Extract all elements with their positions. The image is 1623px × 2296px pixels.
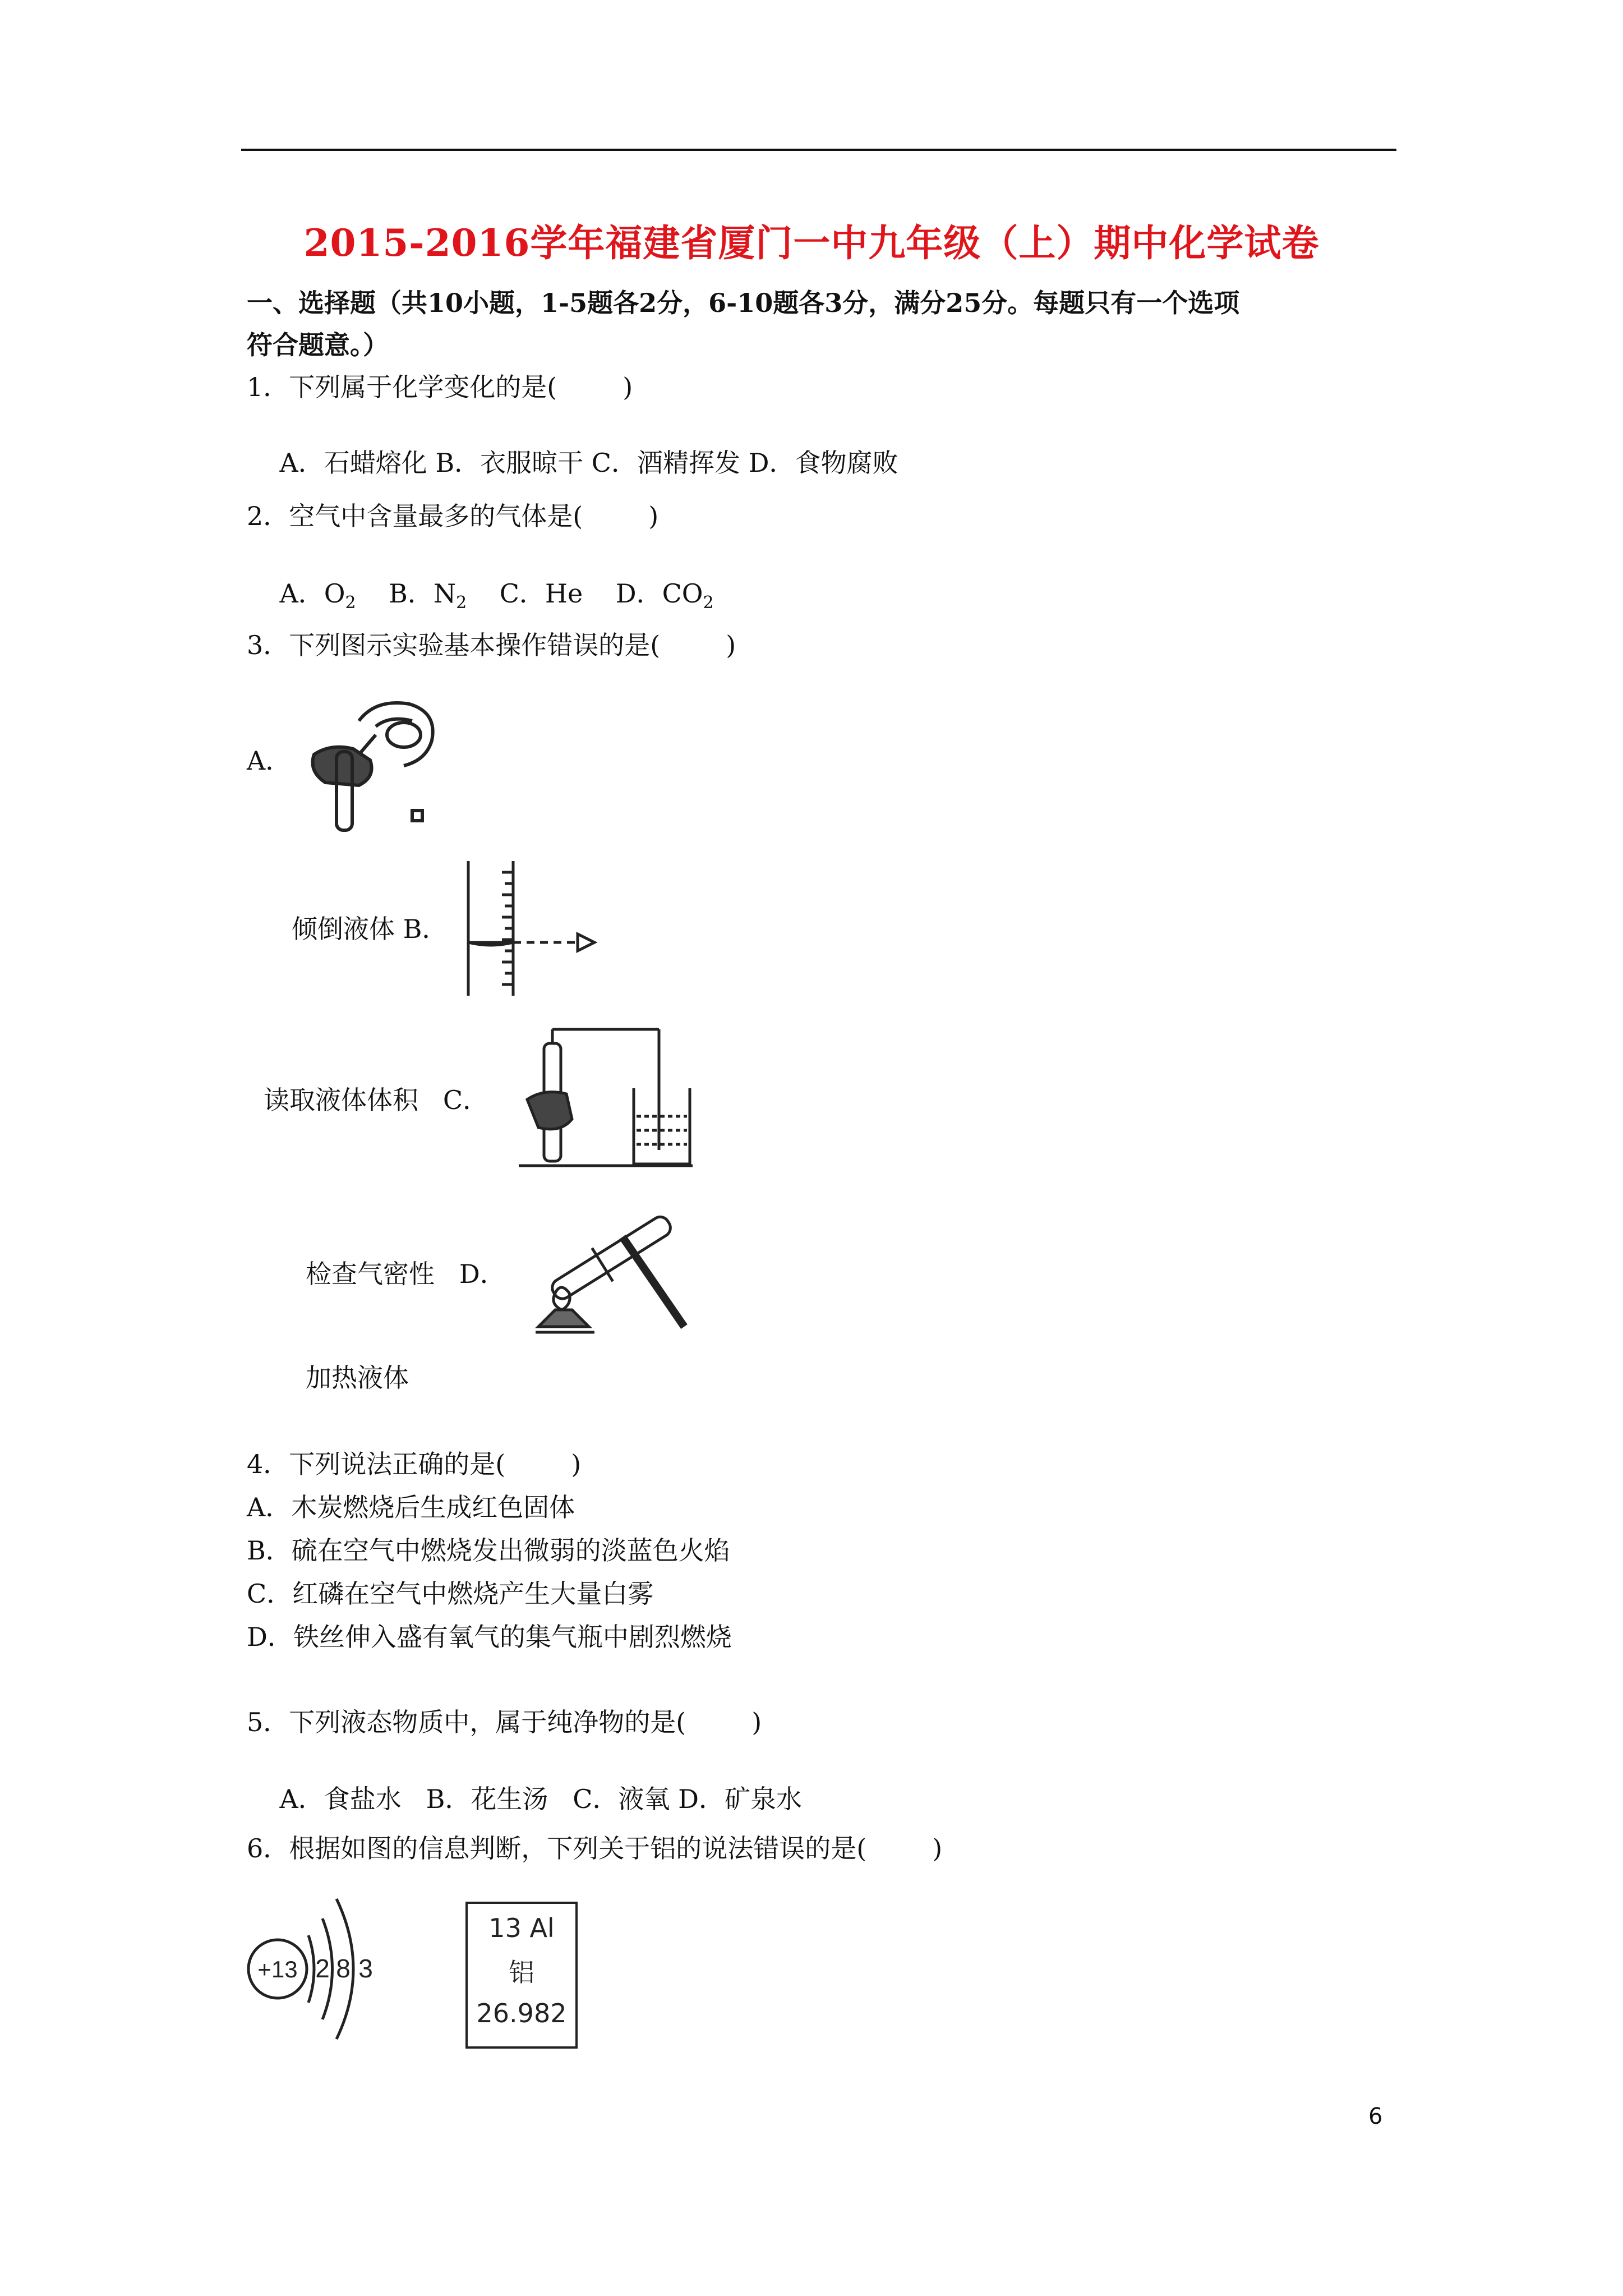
shell-1-electrons: 2 — [315, 1954, 330, 1983]
q2-option-d: D．$CO_2$ — [615, 578, 714, 613]
q3-option-a-caption: 倾倒液体 B． — [292, 914, 448, 944]
section-heading-cont: 符合题意。） — [247, 330, 389, 360]
q1-stem: 1．下列属于化学变化的是( ) — [247, 372, 633, 402]
q5-option-a: A．食盐水 — [279, 1784, 402, 1814]
q4-option-b: B．硫在空气中燃烧发出微弱的淡蓝色火焰 — [247, 1535, 730, 1566]
airtight-check-figure — [516, 1021, 695, 1172]
q4-option-c: C．红磷在空气中燃烧产生大量白雾 — [247, 1579, 654, 1609]
q6-stem: 6．根据如图的信息判断，下列关于铝的说法错误的是( ) — [247, 1833, 943, 1864]
element-name: 铝 — [509, 1957, 534, 1987]
element-mass: 26.982 — [476, 1998, 567, 2028]
element-number-symbol: 13 Al — [488, 1913, 555, 1943]
q3-option-b-caption: 读取液体体积 C． — [264, 1085, 489, 1115]
page-number: 6 — [1368, 2104, 1383, 2129]
q4-stem: 4．下列说法正确的是( ) — [247, 1449, 582, 1479]
header-rule — [241, 149, 1396, 151]
q2-option-b: B．$N_2$ — [389, 578, 467, 613]
aluminum-atom-structure-diagram — [241, 1885, 409, 2053]
q5-option-d: D．矿泉水 — [678, 1784, 803, 1814]
q1-option-d: D．食物腐败 — [748, 448, 898, 478]
q1-options — [247, 412, 898, 513]
q3-stem: 3．下列图示实验基本操作错误的是( ) — [247, 630, 736, 660]
q3-option-c-label: C． — [442, 1085, 489, 1115]
shell-3-electrons: 3 — [358, 1954, 373, 1983]
q3-option-a-label: A． — [247, 746, 292, 776]
q5-option-c: C．液氧 — [573, 1784, 670, 1814]
q4-option-d: D．铁丝伸入盛有氧气的集气瓶中剧烈燃烧 — [247, 1622, 732, 1652]
shell-2-electrons: 8 — [336, 1954, 351, 1983]
q1-option-a: A．石蜡熔化 — [279, 448, 427, 478]
nucleus-charge: +13 — [257, 1956, 298, 1982]
pour-liquid-figure — [292, 687, 460, 833]
periodic-table-cell — [465, 1902, 578, 2049]
q2-option-a: A．$O_2$ — [279, 578, 356, 613]
q3-option-c-caption: 检查气密性 D． — [306, 1259, 506, 1289]
q4-option-a: A．木炭燃烧后生成红色固体 — [247, 1492, 575, 1522]
section-heading: 一、选择题（共10小题，1-5题各2分，6-10题各3分，满分25分。每题只有一个选项 — [247, 288, 1240, 318]
q1-option-c: C．酒精挥发 — [591, 448, 740, 478]
exam-title: 2015-2016学年福建省厦门一中九年级（上）期中化学试卷 — [303, 221, 1320, 265]
q3-option-d-caption: 加热液体 — [306, 1363, 409, 1393]
q5-option-b: B．花生汤 — [426, 1784, 548, 1814]
read-volume-figure — [460, 858, 600, 999]
q5-stem: 5．下列液态物质中，属于纯净物的是( ) — [247, 1707, 762, 1737]
q3-option-d-label: D． — [459, 1259, 506, 1289]
q3-option-b-label: B． — [403, 914, 448, 944]
q1-option-b: B．衣服晾干 — [435, 448, 584, 478]
q2-stem: 2．空气中含量最多的气体是( ) — [247, 501, 659, 531]
heat-liquid-figure — [516, 1198, 701, 1349]
q2-option-c: C．He — [499, 578, 583, 609]
